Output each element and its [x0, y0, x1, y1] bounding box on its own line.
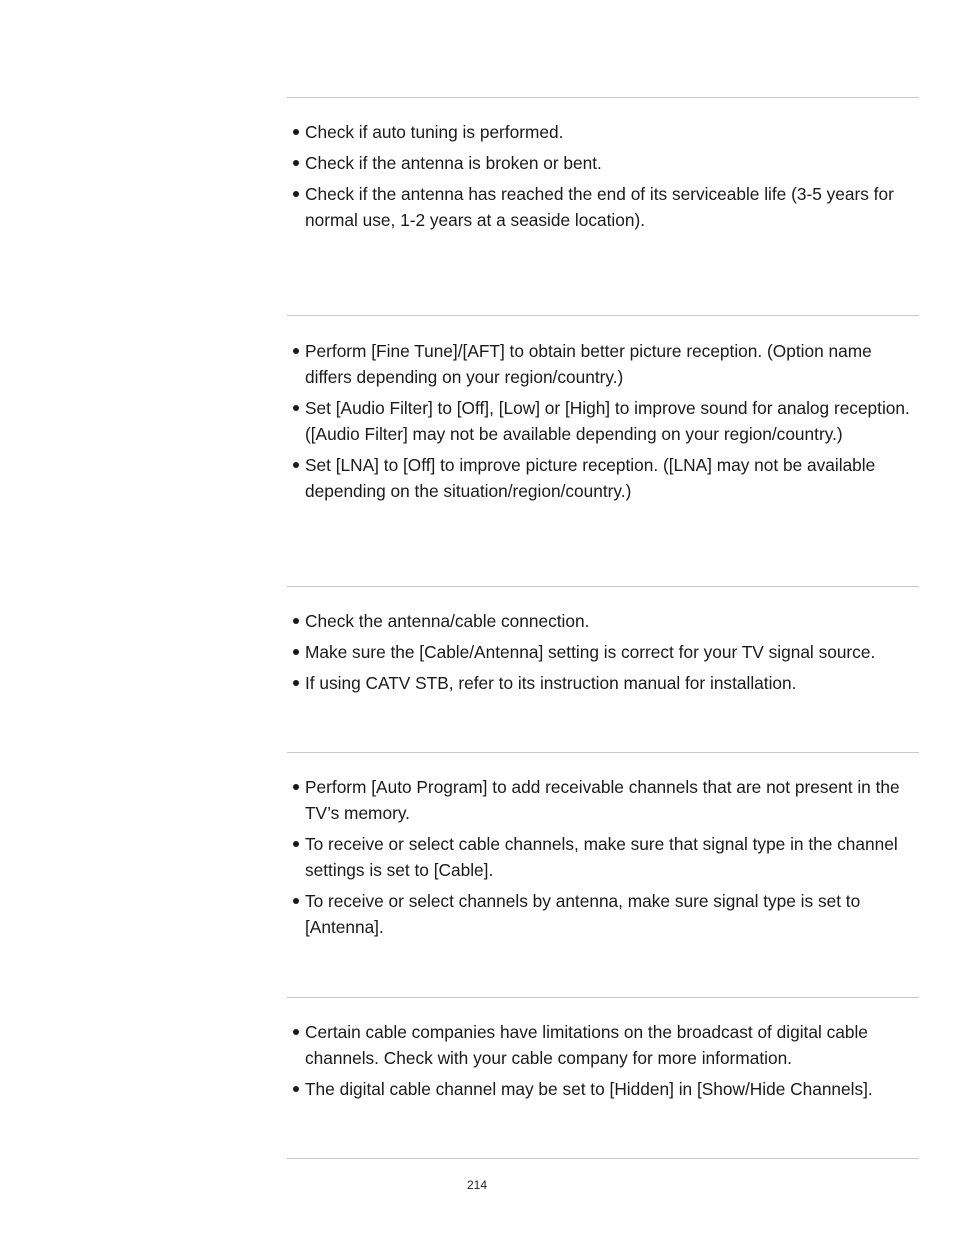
bullet-list-1 [292, 119, 922, 238]
section-divider [287, 315, 919, 316]
page-number: 214 [466, 1178, 488, 1192]
bullet-list-4 [292, 774, 922, 945]
list-item: Set [LNA] to [Off] to improve picture reception. ([LNA] may not be available depending on the situation/region/country.) [292, 452, 922, 504]
bullet-list-2 [292, 338, 922, 509]
list-item: Check if the antenna has reached the end of its serviceable life (3-5 years for normal use, 1-2 years at a seaside location). [292, 181, 922, 233]
list-item: If using CATV STB, refer to its instruction manual for installation. [292, 670, 922, 696]
list-item: Check if the antenna is broken or bent. [292, 150, 922, 176]
list-item: Make sure the [Cable/Antenna] setting is correct for your TV signal source. [292, 639, 922, 665]
section-divider [287, 586, 919, 587]
list-item: Check the antenna/cable connection. [292, 608, 922, 634]
list-item: Check if auto tuning is performed. [292, 119, 922, 145]
list-item: To receive or select cable channels, make sure that signal type in the channel settings is set to [Cable]. [292, 831, 922, 883]
list-item: Set [Audio Filter] to [Off], [Low] or [High] to improve sound for analog reception. ([Audio Filter] may not be available depending on your region/country.) [292, 395, 922, 447]
bullet-list-3 [292, 608, 922, 701]
bullet-list-5 [292, 1019, 922, 1107]
list-item: Perform [Fine Tune]/[AFT] to obtain better picture reception. (Option name differs depending on your region/country.) [292, 338, 922, 390]
section-divider [287, 97, 919, 98]
list-item: Perform [Auto Program] to add receivable channels that are not present in the TV’s memory. [292, 774, 922, 826]
section-divider [287, 997, 919, 998]
section-divider [287, 752, 919, 753]
list-item: Certain cable companies have limitations on the broadcast of digital cable channels. Check with your cable company for more information. [292, 1019, 922, 1071]
list-item: To receive or select channels by antenna, make sure signal type is set to [Antenna]. [292, 888, 922, 940]
section-divider [287, 1158, 919, 1159]
list-item: The digital cable channel may be set to [Hidden] in [Show/Hide Channels]. [292, 1076, 922, 1102]
